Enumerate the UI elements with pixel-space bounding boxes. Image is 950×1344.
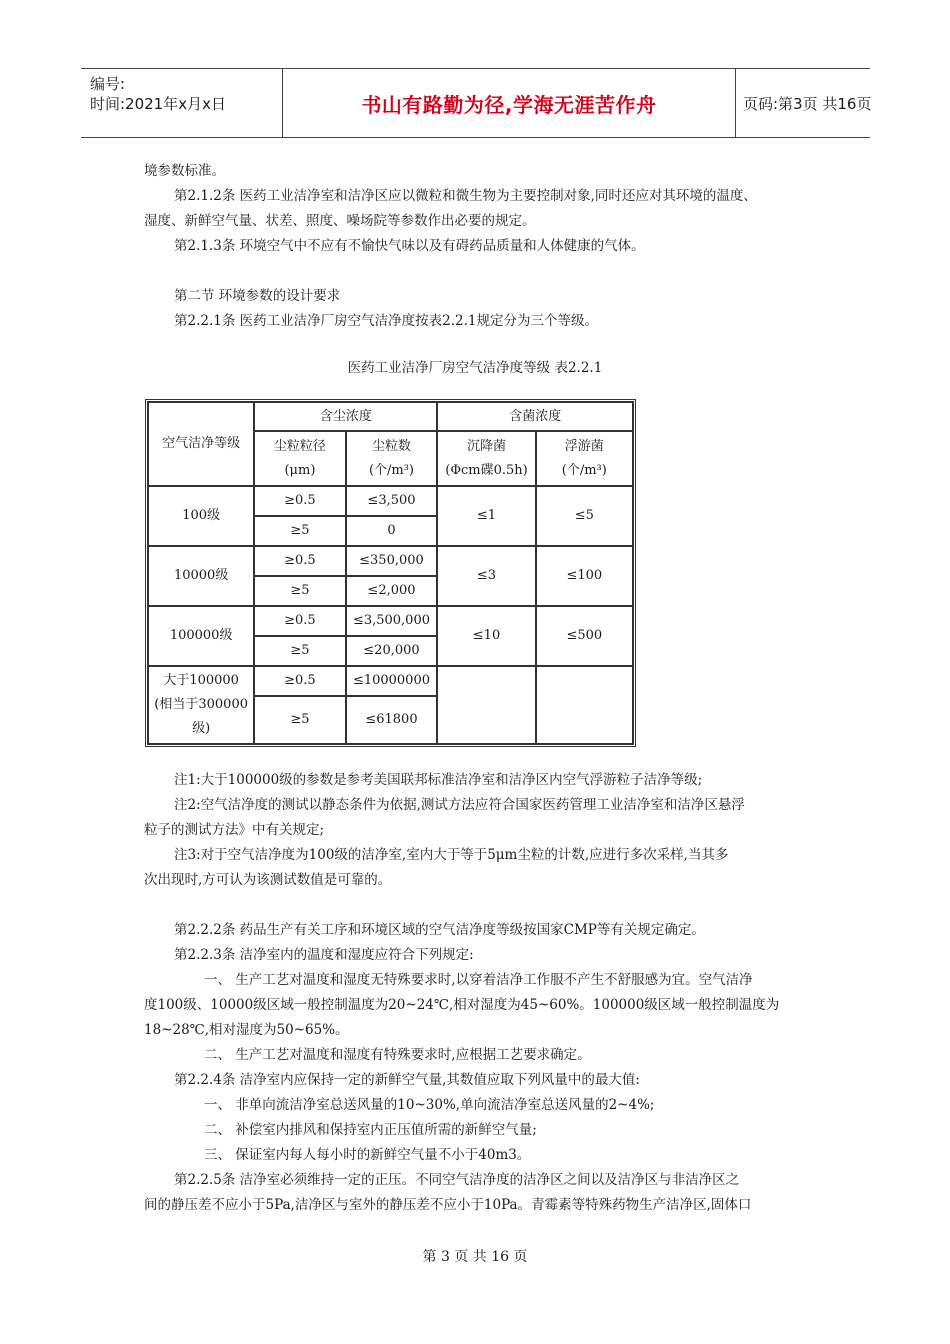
size-cell: ≥0.5 bbox=[254, 546, 345, 576]
header-grade: 空气洁净等级 bbox=[148, 402, 254, 486]
note: 注1:大于100000级的参数是参考美国联邦标准洁净室和洁净区内空气浮游粒子洁净等级; bbox=[174, 772, 703, 788]
size-cell: ≥5 bbox=[254, 516, 345, 546]
clause-item: 三、 保证室内每人每小时的新鲜空气量不小于40m3。 bbox=[204, 1147, 531, 1163]
clause-item: 一、 生产工艺对温度和湿度无特殊要求时,以穿着洁净工作服不产生不舒服感为宜。空气洁净 bbox=[204, 972, 753, 988]
clause-item: 二、 生产工艺对温度和湿度有特殊要求时,应根据工艺要求确定。 bbox=[204, 1047, 591, 1063]
page-footer: 第 3 页 共 16 页 bbox=[422, 1249, 528, 1265]
floating-cell: ≤100 bbox=[536, 546, 633, 606]
settling-cell: ≤3 bbox=[437, 546, 535, 606]
header-particle-count-unit: (个/m³) bbox=[368, 462, 414, 478]
page-header bbox=[81, 68, 870, 138]
settling-cell: ≤1 bbox=[437, 486, 535, 546]
doc-date-label: 时间:2021年x月x日 bbox=[90, 95, 226, 113]
grade-line: 级) bbox=[192, 721, 211, 736]
paragraph: 湿度、新鲜空气量、状差、照度、噪场院等参数作出必要的规定。 bbox=[144, 213, 536, 229]
count-cell: ≤350,000 bbox=[346, 546, 438, 576]
header-dust: 含尘浓度 bbox=[254, 402, 437, 431]
header-particle-size-unit: (μm) bbox=[284, 462, 316, 478]
header-motto: 书山有路勤为径,学海无涯苦作舟 bbox=[282, 69, 736, 137]
doc-number-label: 编号: bbox=[90, 75, 126, 93]
table-caption: 医药工业洁净厂房空气洁净度等级 表2.2.1 bbox=[347, 360, 603, 376]
clause: 第2.2.4条 洁净室内应保持一定的新鲜空气量,其数值应取下列风量中的最大值: bbox=[174, 1072, 640, 1088]
paragraph: 境参数标准。 bbox=[144, 163, 225, 179]
header-meta bbox=[81, 69, 282, 137]
header-particle-count bbox=[346, 431, 438, 486]
count-cell: ≤3,500,000 bbox=[346, 606, 438, 636]
table-row bbox=[148, 666, 633, 696]
grade-cell: 100000级 bbox=[148, 606, 254, 666]
header-particle-size-label: 尘粒粒径 bbox=[273, 438, 326, 454]
floating-cell bbox=[536, 666, 633, 744]
count-cell: 0 bbox=[346, 516, 438, 546]
table-row bbox=[148, 486, 633, 516]
header-particle-size bbox=[254, 431, 345, 486]
header-settling bbox=[437, 431, 535, 486]
note: 注3:对于空气洁净度为100级的洁净室,室内大于等于5μm尘粒的计数,应进行多次采样,当其多 bbox=[174, 847, 729, 863]
paragraph: 第2.2.1条 医药工业洁净厂房空气洁净度按表2.2.1规定分为三个等级。 bbox=[174, 313, 598, 329]
size-cell: ≥0.5 bbox=[254, 486, 345, 516]
clause-item: 一、 非单向流洁净室总送风量的10~30%,单向流洁净室总送风量的2~4%; bbox=[204, 1097, 655, 1113]
header-page-code: 页码:第3页 共16页 bbox=[743, 94, 872, 113]
header-bacteria: 含菌浓度 bbox=[437, 402, 633, 431]
clause: 第2.2.2条 药品生产有关工序和环境区域的空气洁净度等级按国家CMP等有关规定确定。 bbox=[174, 922, 705, 938]
note: 粒子的测试方法》中有关规定; bbox=[144, 822, 325, 838]
header-settling-label: 沉降菌 bbox=[466, 438, 506, 454]
paragraph: 第2.1.3条 环境空气中不应有不愉快气味以及有碍药品质量和人体健康的气体。 bbox=[174, 238, 645, 254]
header-floating-label: 浮游菌 bbox=[564, 438, 604, 454]
size-cell: ≥5 bbox=[254, 576, 345, 606]
count-cell: ≤61800 bbox=[346, 696, 438, 744]
table-row bbox=[148, 606, 633, 636]
grade-line: 大于100000 bbox=[163, 673, 239, 688]
count-cell: ≤10000000 bbox=[346, 666, 438, 696]
grade-cell: 100级 bbox=[148, 486, 254, 546]
size-cell: ≥0.5 bbox=[254, 666, 345, 696]
cleanliness-table bbox=[145, 399, 636, 747]
size-cell: ≥0.5 bbox=[254, 606, 345, 636]
clause-item: 度100级、10000级区域一般控制温度为20~24℃,相对湿度为45~60%。100000级区域一般控制温度为 bbox=[144, 997, 780, 1013]
header-floating bbox=[536, 431, 633, 486]
note: 次出现时,方可认为该测试数值是可靠的。 bbox=[144, 872, 392, 888]
count-cell: ≤2,000 bbox=[346, 576, 438, 606]
count-cell: ≤3,500 bbox=[346, 486, 438, 516]
header-floating-unit: (个/m³) bbox=[561, 462, 607, 478]
floating-cell: ≤500 bbox=[536, 606, 633, 666]
settling-cell bbox=[437, 666, 535, 744]
size-cell: ≥5 bbox=[254, 696, 345, 744]
section-heading: 第二节 环境参数的设计要求 bbox=[174, 288, 341, 304]
header-particle-count-label: 尘粒数 bbox=[371, 438, 411, 454]
clause: 第2.2.5条 洁净室必须维持一定的正压。不同空气洁净度的洁净区之间以及洁净区与非洁净区之 bbox=[174, 1172, 740, 1188]
count-cell: ≤20,000 bbox=[346, 636, 438, 666]
grade-cell bbox=[148, 666, 254, 744]
clause: 间的静压差不应小于5Pa,洁净区与室外的静压差不应小于10Pa。青霉素等特殊药物生产洁净区,固体口 bbox=[144, 1197, 752, 1213]
settling-cell: ≤10 bbox=[437, 606, 535, 666]
floating-cell: ≤5 bbox=[536, 486, 633, 546]
note: 注2:空气洁净度的测试以静态条件为依据,测试方法应符合国家医药管理工业洁净室和洁净区悬浮 bbox=[174, 797, 745, 813]
clause: 第2.2.3条 洁净室内的温度和湿度应符合下列规定: bbox=[174, 947, 474, 963]
paragraph: 第2.1.2条 医药工业洁净室和洁净区应以微粒和微生物为主要控制对象,同时还应对其环境的温度、 bbox=[174, 188, 757, 204]
header-settling-unit: (Φcm碟0.5h) bbox=[445, 462, 528, 478]
grade-cell: 10000级 bbox=[148, 546, 254, 606]
clause-item: 18~28℃,相对湿度为50~65%。 bbox=[144, 1022, 349, 1038]
grade-line: (相当于300000 bbox=[154, 697, 248, 712]
clause-item: 二、 补偿室内排风和保持室内正压值所需的新鲜空气量; bbox=[204, 1122, 537, 1138]
table-row bbox=[148, 546, 633, 576]
size-cell: ≥5 bbox=[254, 636, 345, 666]
